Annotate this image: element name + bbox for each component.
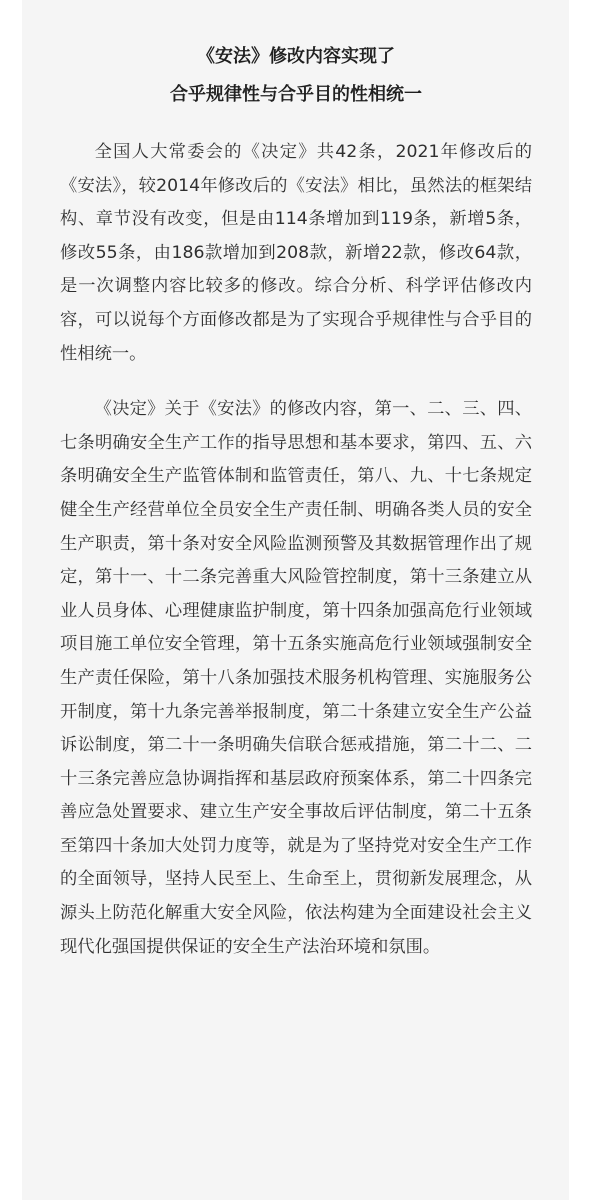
article-title [60,38,532,114]
article-panel [22,0,569,1200]
paragraph-1: 全国人大常委会的《决定》共42条，2021年修改后的《安法》，较2014年修改后的《安法》相比，虽然法的框架结构、章节没有改变，但是由114条增加到119条，新增5条，修改55条，由186款增加到208款，新增22款，修改64款，是一次调整内容比较多的修改。综合分析、科学评估修改内容，可以说每个方面修改都是为了实现合乎规律性与合乎目的性相统一。 [60,142,532,364]
paragraph-2: 《决定》关于《安法》的修改内容，第一、二、三、四、七条明确安全生产工作的指导思想和基本要求，第四、五、六条明确安全生产监管体制和监管责任，第八、九、十七条规定健全生产经营单位全员安全生产责任制、明确各类人员的安全生产职责，第十条对安全风险监测预警及其数据管理作出了规定，第十一、十二条完善重大风险管控制度，第十三条建立从业人员身体、心理健康监护制度，第十四条加强高危行业领域项目施工单位安全管理，第十五条实施高危行业领域强制安全生产责任保险，第十八条加强技术服务机构管理、实施服务公开制度，第十九条完善举报制度，第二十条建立安全生产公益诉讼制度，第二十一条明确失信联合惩戒措施，第二十二、二十三条完善应急协调指挥和基层政府预案体系，第二十四条完善应急处置要求、建立生产安全事故后评估制度，第二十五条至第四十条加大处罚力度等，就是为了坚持党对安全生产工作的全面领导，坚持人民至上、生命至上，贯彻新发展理念，从源头上防范化解重大安全风险，依法构建为全面建设社会主义现代化强国提供保证的安全生产法治环境和氛围。 [60,399,532,957]
article-title-line-2: 合乎规律性与合乎目的性相统一 [170,84,422,105]
article-title-line-1: 《安法》修改内容实现了 [197,46,395,67]
